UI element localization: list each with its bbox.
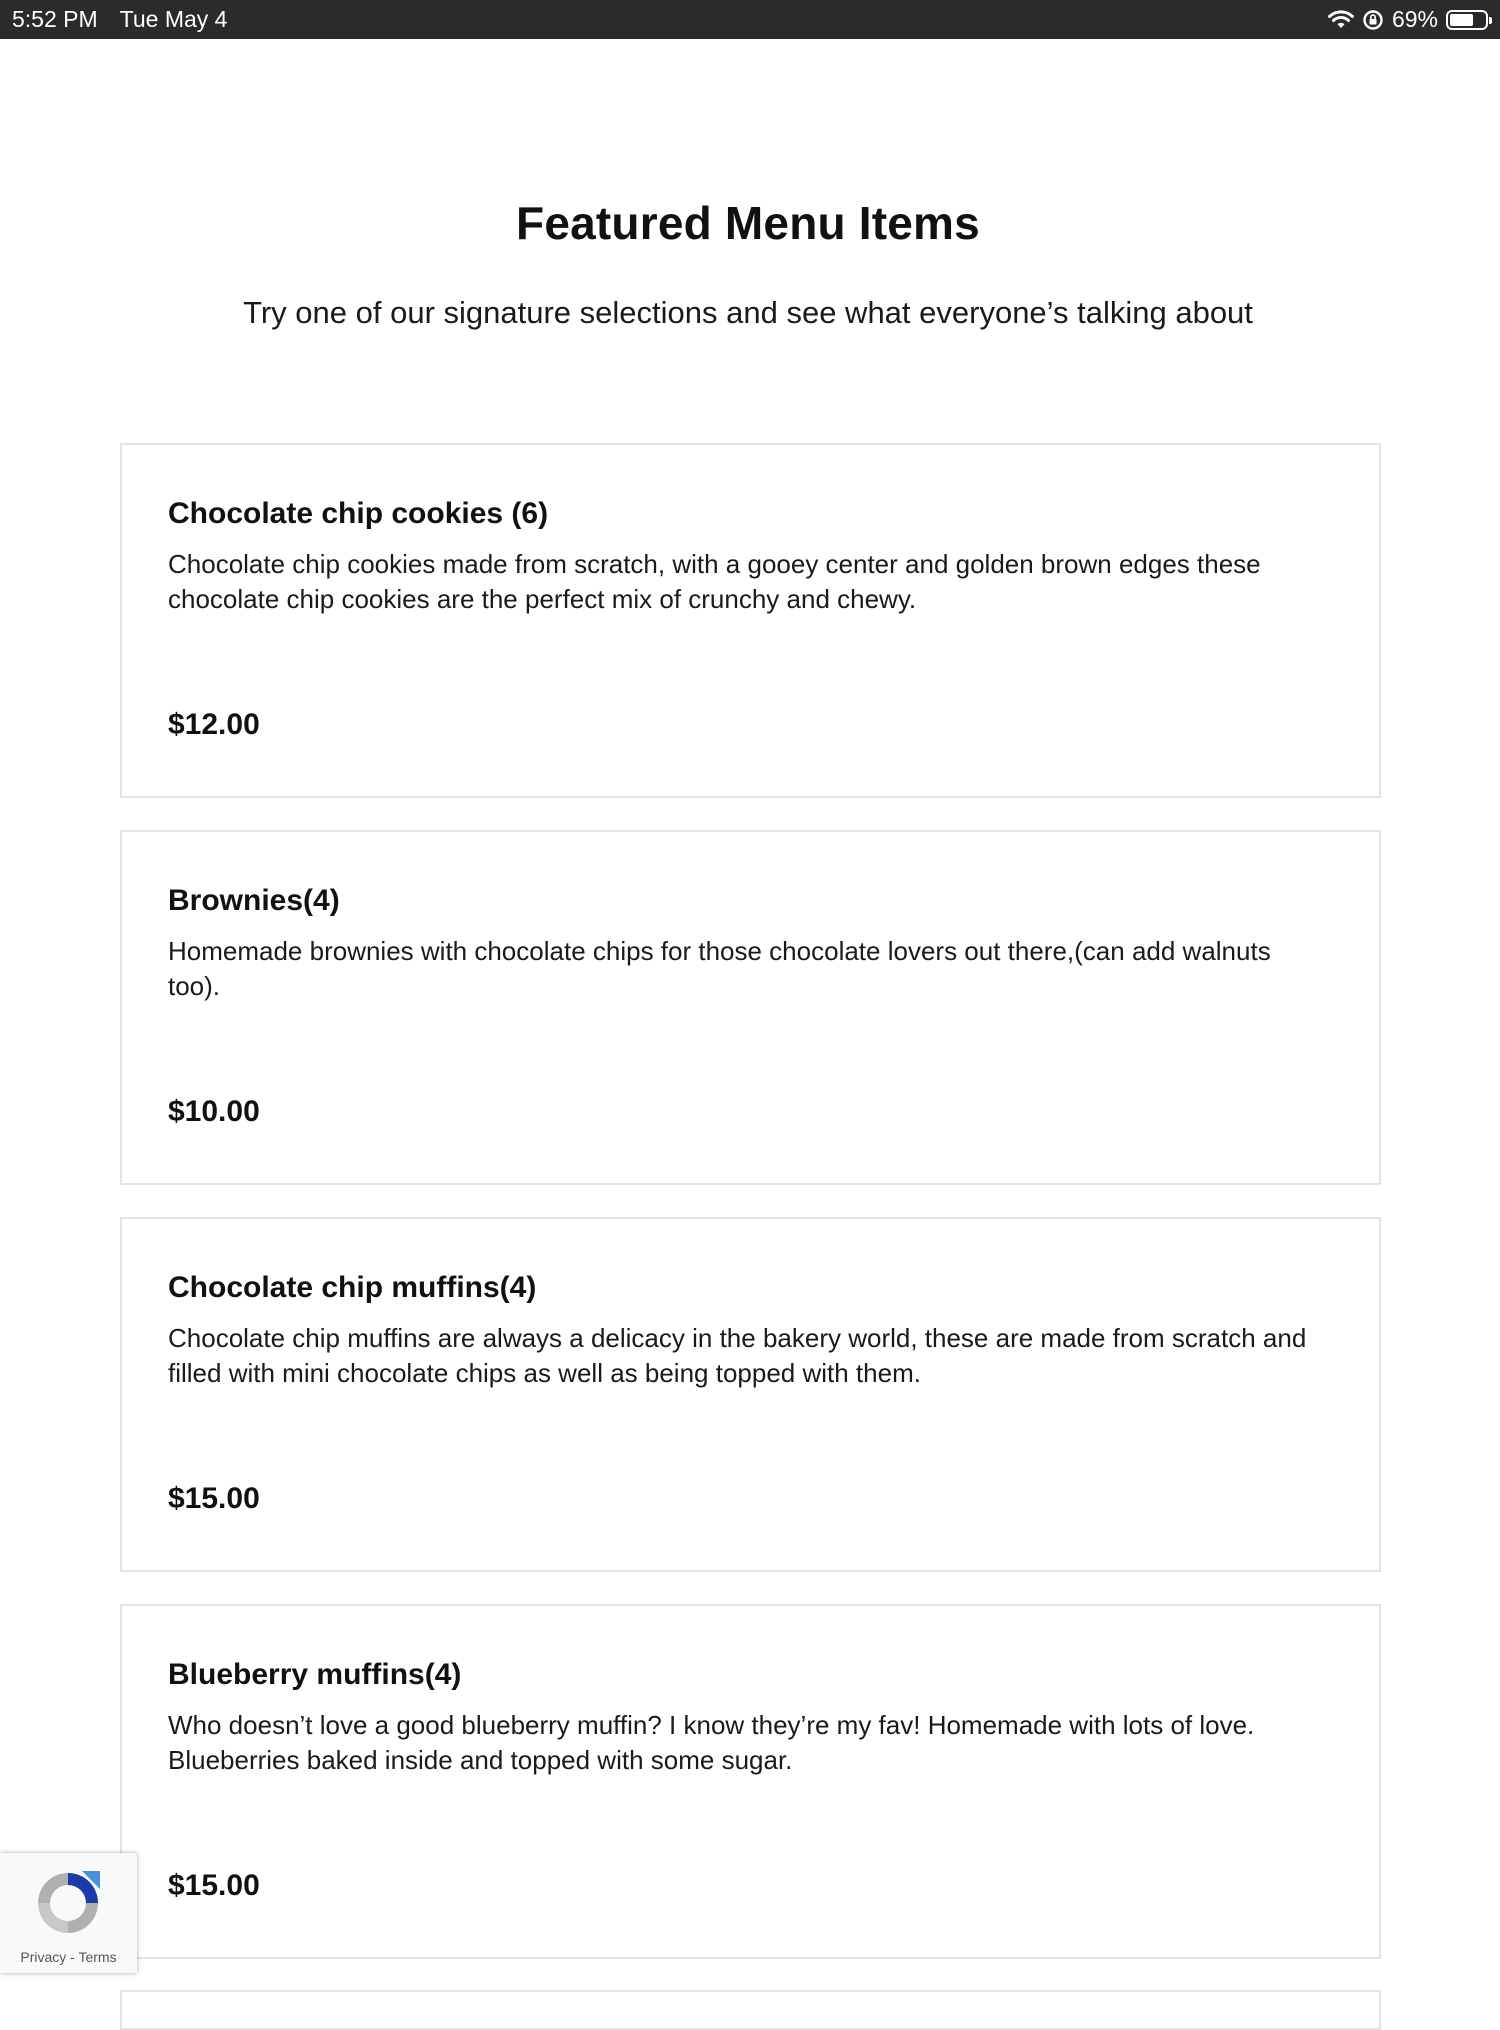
terms-link[interactable]: Terms [78,1949,117,1965]
recaptcha-links [0,1949,137,1965]
page-subtitle: Try one of our signature selections and see what everyone’s talking about [243,295,1253,330]
page-title: Featured Menu Items [516,197,980,249]
link-separator: - [70,1949,75,1965]
battery-icon [1446,10,1488,30]
menu-item-price: $15.00 [168,1482,260,1515]
menu-item-price: $12.00 [168,708,260,741]
menu-item-card[interactable] [120,1604,1381,1959]
recaptcha-badge[interactable] [0,1853,137,1973]
menu-item-description: Chocolate chip muffins are always a delicacy in the bakery world, these are made from scratch and filled with mini chocolate chips as well as being topped with them. [168,1323,1307,1388]
menu-item-card-partial[interactable] [120,1990,1381,2030]
recaptcha-icon [30,1865,106,1946]
wifi-icon [1328,10,1354,30]
status-indicators [1328,6,1488,33]
status-time: 5:52 PM [12,6,98,32]
menu-item-card[interactable] [120,830,1381,1185]
menu-item-price: $10.00 [168,1095,260,1128]
status-date: Tue May 4 [119,6,228,32]
menu-item-card[interactable] [120,443,1381,798]
menu-item-card[interactable] [120,1217,1381,1572]
menu-item-price: $15.00 [168,1869,260,1902]
battery-percent: 69% [1391,6,1438,32]
menu-item-description: Who doesn’t love a good blueberry muffin? I know they’re my fav! Homemade with lots of love. Blueberries baked inside and topped with some sugar. [168,1710,1255,1775]
menu-item-name: Blueberry muffins(4) [168,1658,462,1691]
menu-item-description: Chocolate chip cookies made from scratch, with a gooey center and golden brown edges these chocolate chip cookies are the perfect mix of crunchy and chewy. [168,549,1261,614]
orientation-lock-icon [1362,9,1384,31]
menu-item-name: Chocolate chip muffins(4) [168,1271,537,1304]
menu-item-name: Chocolate chip cookies (6) [168,497,549,530]
menu-item-name: Brownies(4) [168,884,340,917]
privacy-link[interactable]: Privacy [20,1949,67,1965]
menu-item-description: Homemade brownies with chocolate chips for those chocolate lovers out there,(can add walnuts too). [168,936,1271,1001]
status-bar [0,0,1500,39]
